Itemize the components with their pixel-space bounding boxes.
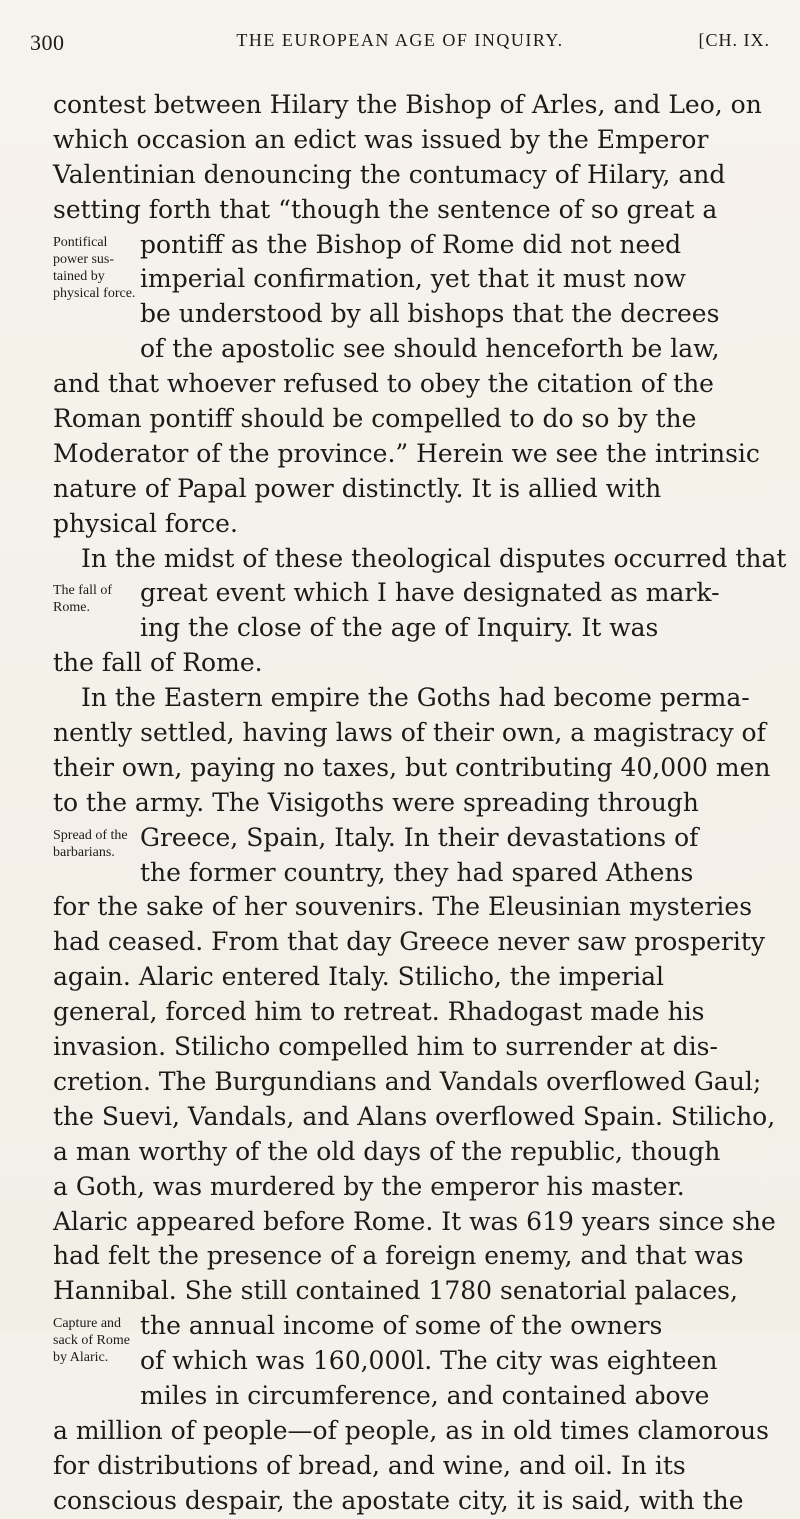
spread-block bbox=[53, 821, 768, 891]
text-line: the Suevi, Vandals, and Alans overflowed Spain. Stilicho, bbox=[53, 1101, 776, 1131]
margin-note-line: tained by bbox=[53, 268, 105, 284]
text-line: Hannibal. She still contained 1780 senatorial palaces, bbox=[53, 1276, 738, 1306]
margin-note-line: power sus- bbox=[53, 251, 115, 267]
text-line: had felt the presence of a foreign enemy, and that was bbox=[53, 1241, 744, 1271]
text-line: In the midst of these theological disputes occurred that bbox=[81, 543, 787, 573]
text-line: of which was 160,000l. The city was eighteen bbox=[140, 1346, 718, 1376]
text-line: miles in circumference, and contained above bbox=[140, 1380, 710, 1410]
chapter-label: [CH. IX. bbox=[698, 30, 770, 50]
text-line: nature of Papal power distinctly. It is allied with bbox=[53, 473, 662, 503]
text-line: a man worthy of the old days of the republic, though bbox=[53, 1136, 721, 1166]
capture-block bbox=[53, 1309, 768, 1414]
text-line: for the sake of her souvenirs. The Eleusinian mysteries bbox=[53, 892, 753, 922]
margin-note-line: Capture and bbox=[53, 1316, 122, 1332]
text-line: Moderator of the province.” Herein we see the intrinsic bbox=[53, 438, 760, 468]
text-line: be understood by all bishops that the decrees bbox=[140, 299, 720, 329]
text-line: Valentinian denouncing the contumacy of Hilary, and bbox=[53, 159, 726, 189]
text-line: In the Eastern empire the Goths had become perma- bbox=[81, 683, 750, 713]
fall-block bbox=[53, 576, 768, 646]
text-line: a million of people—of people, as in old times clamorous bbox=[53, 1415, 769, 1445]
margin-note-line: sack of Rome bbox=[53, 1333, 130, 1349]
text-line: general, forced him to retreat. Rhadogast made his bbox=[53, 997, 705, 1027]
margin-note-line: barbarians. bbox=[53, 844, 115, 860]
page-number: 300 bbox=[30, 30, 65, 55]
running-head: THE EUROPEAN AGE OF INQUIRY. bbox=[236, 30, 564, 50]
text-line: the fall of Rome. bbox=[53, 648, 263, 678]
text-line: again. Alaric entered Italy. Stilicho, the imperial bbox=[53, 962, 665, 992]
text-line: had ceased. From that day Greece never saw prosperity bbox=[53, 927, 765, 957]
text-line: contest between Hilary the Bishop of Arles, and Leo, on bbox=[53, 90, 762, 119]
text-line: Greece, Spain, Italy. In their devastations of bbox=[140, 822, 699, 852]
text-line: imperial confirmation, yet that it must now bbox=[140, 264, 686, 294]
text-line: which occasion an edict was issued by the Emperor bbox=[53, 124, 709, 154]
text-line: their own, paying no taxes, but contributing 40,000 men bbox=[53, 752, 771, 782]
margin-note-capture bbox=[53, 1309, 140, 1366]
text-line: Alaric appeared before Rome. It was 619 years since she bbox=[53, 1206, 776, 1236]
text-line: for distributions of bread, and wine, and oil. In its bbox=[53, 1450, 686, 1480]
margin-note-spread bbox=[53, 821, 140, 861]
text-line: great event which I have designated as mark- bbox=[140, 578, 720, 608]
margin-note-line: by Alaric. bbox=[53, 1350, 109, 1366]
text-line: invasion. Stilicho compelled him to surrender at dis- bbox=[53, 1032, 718, 1062]
text-line: physical force. bbox=[53, 508, 238, 538]
margin-note-line: The fall of bbox=[53, 583, 113, 599]
margin-note-line: Rome. bbox=[53, 600, 90, 616]
text-line: pontiff as the Bishop of Rome did not need bbox=[140, 229, 682, 259]
page-header bbox=[30, 30, 770, 60]
text-line: the former country, they had spared Athens bbox=[140, 857, 694, 887]
text-line: Roman pontiff should be compelled to do so by the bbox=[53, 404, 697, 434]
spread-text bbox=[140, 821, 768, 891]
body-text bbox=[53, 88, 787, 1519]
fall-text bbox=[140, 576, 768, 646]
text-line: the annual income of some of the owners bbox=[140, 1311, 663, 1341]
capture-text bbox=[140, 1309, 768, 1414]
margin-note-line: Pontifical bbox=[53, 234, 108, 250]
text-line: conscious despair, the apostate city, it is said, with the bbox=[53, 1485, 744, 1515]
pontifical-block bbox=[53, 228, 768, 368]
text-line: setting forth that “though the sentence of so great a bbox=[53, 194, 718, 224]
text-line: and that whoever refused to obey the citation of the bbox=[53, 369, 714, 399]
text-line: cretion. The Burgundians and Vandals overflowed Gaul; bbox=[53, 1066, 762, 1096]
pontifical-text bbox=[140, 228, 768, 368]
text-line: of the apostolic see should henceforth be law, bbox=[140, 334, 720, 364]
margin-note-line: physical force. bbox=[53, 285, 136, 301]
margin-note-pontifical bbox=[53, 228, 140, 302]
margin-note-fall-of-rome bbox=[53, 576, 140, 616]
text-line: to the army. The Visigoths were spreading through bbox=[53, 787, 699, 817]
text-line: nently settled, having laws of their own, a magistracy of bbox=[53, 718, 766, 748]
text-line: a Goth, was murdered by the emperor his master. bbox=[53, 1171, 685, 1201]
margin-note-line: Spread of the bbox=[53, 827, 128, 843]
text-line: ing the close of the age of Inquiry. It was bbox=[140, 613, 659, 643]
